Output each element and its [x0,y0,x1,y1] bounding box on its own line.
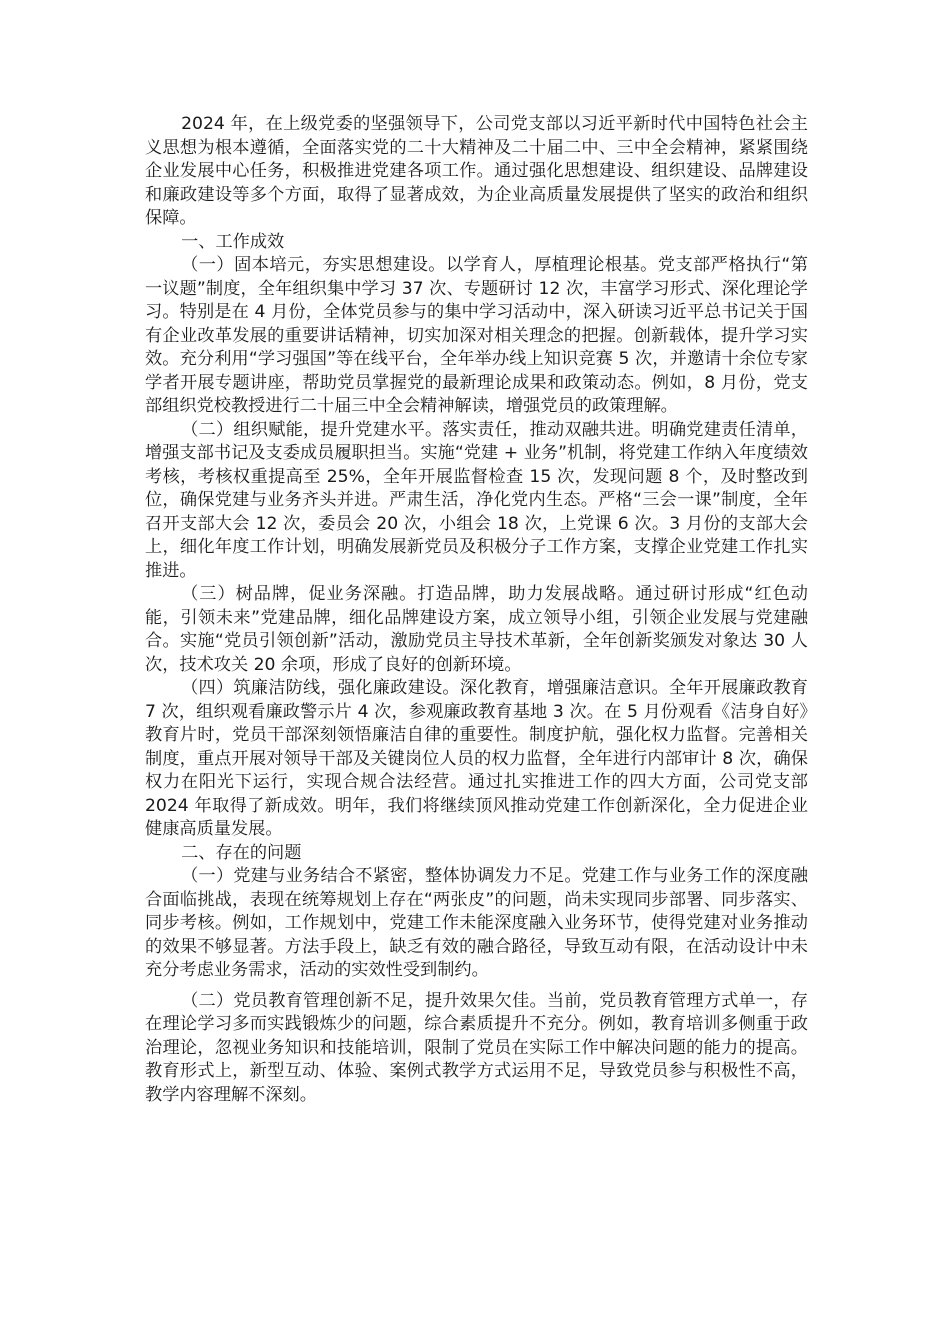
problem-paragraph-2: （二）党员教育管理创新不足，提升效果欠佳。当前，党员教育管理方式单一，存在理论学习多而实践锻炼少的问题，综合素质提升不充分。例如，教育培训多侧重于政治理论，忽视业务知识和技能培训，限制了党员在实际工作中解决问题的能力的提高。教育形式上，新型互动、体验、案例式教学方式运用不足，导致党员参与积极性不高，教学内容理解不深刻。 [145,990,808,1105]
intro-paragraph: 2024 年，在上级党委的坚强领导下，公司党支部以习近平新时代中国特色社会主义思想为根本遵循，全面落实党的二十大精神及二十届二中、三中全会精神，紧紧围绕企业发展中心任务，积极推进党建各项工作。通过强化思想建设、组织建设、品牌建设和廉政建设等多个方面，取得了显著成效，为企业高质量发展提供了坚实的政治和组织保障。 [145,114,808,228]
achievement-paragraph-4: （四）筑廉洁防线，强化廉政建设。深化教育，增强廉洁意识。全年开展廉政教育 7 次，组织观看廉政警示片 4 次，参观廉政教育基地 3 次。在 5 月份观看《洁身自好》教育片时，党员干部深刻领悟廉洁自律的重要性。制度护航，强化权力监督。完善相关制度，重点开展对领导干部及关键岗位人员的权力监督，全年进行内部审计 8 次，确保权力在阳光下运行，实现合规合法经营。通过扎实推进工作的四大方面，公司党支部 2024 年取得了新成效。明年，我们将继续顶风推动党建工作创新深化，全力促进企业健康高质量发展。 [145,678,808,839]
achievement-paragraph-3: （三）树品牌，促业务深融。打造品牌，助力发展战略。通过研讨形成“红色动能，引领未来”党建品牌，细化品牌建设方案，成立领导小组，引领企业发展与党建融合。实施“党员引领创新”活动，激励党员主导技术革新，全年创新奖颁发对象达 30 人次，技术攻关 20 余项，形成了良好的创新环境。 [145,584,808,675]
section-heading-achievements: 一、工作成效 [181,231,285,252]
achievement-paragraph-2: （二）组织赋能，提升党建水平。落实责任，推动双融共进。明确党建责任清单，增强支部书记及支委成员履职担当。实施“党建 + 业务”机制，将党建工作纳入年度绩效考核，考核权重提高至 25%，全年开展监督检查 15 次，发现问题 8 个，及时整改到位，确保党建与业务齐头并进。严肃生活，净化党内生态。严格“三会一课”制度，全年召开支部大会 12 次，委员会 20 次，小组会 18 次，上党课 6 次。3 月份的支部大会上，细化年度工作计划，明确发展新党员及积极分子工作方案，支撑企业党建工作扎实推进。 [145,419,808,581]
document-body [145,113,808,1107]
problem-paragraph-1: （一）党建与业务结合不紧密，整体协调发力不足。党建工作与业务工作的深度融合面临挑战，表现在统筹规划上存在“两张皮”的问题，尚未实现同步部署、同步落实、同步考核。例如，工作规划中，党建工作未能深度融入业务环节，使得党建对业务推动的效果不够显著。方法手段上，缺乏有效的融合路径，导致互动有限，在活动设计中未充分考虑业务需求，活动的实效性受到制约。 [145,866,808,980]
achievement-paragraph-1: （一）固本培元，夯实思想建设。以学育人，厚植理论根基。党支部严格执行“第一议题”制度，全年组织集中学习 37 次、专题研讨 12 次，丰富学习形式、深化理论学习。特别是在 4 月份，全体党员参与的集中学习活动中，深入研读习近平总书记关于国有企业改革发展的重要讲话精神，切实加深对相关理念的把握。创新载体，提升学习实效。充分利用“学习强国”等在线平台，全年举办线上知识竞赛 5 次，并邀请十余位专家学者开展专题讲座，帮助党员掌握党的最新理论成果和政策动态。例如，8 月份，党支部组织党校教授进行二十届三中全会精神解读，增强党员的政策理解。 [145,255,808,416]
section-heading-problems: 二、存在的问题 [181,842,302,863]
